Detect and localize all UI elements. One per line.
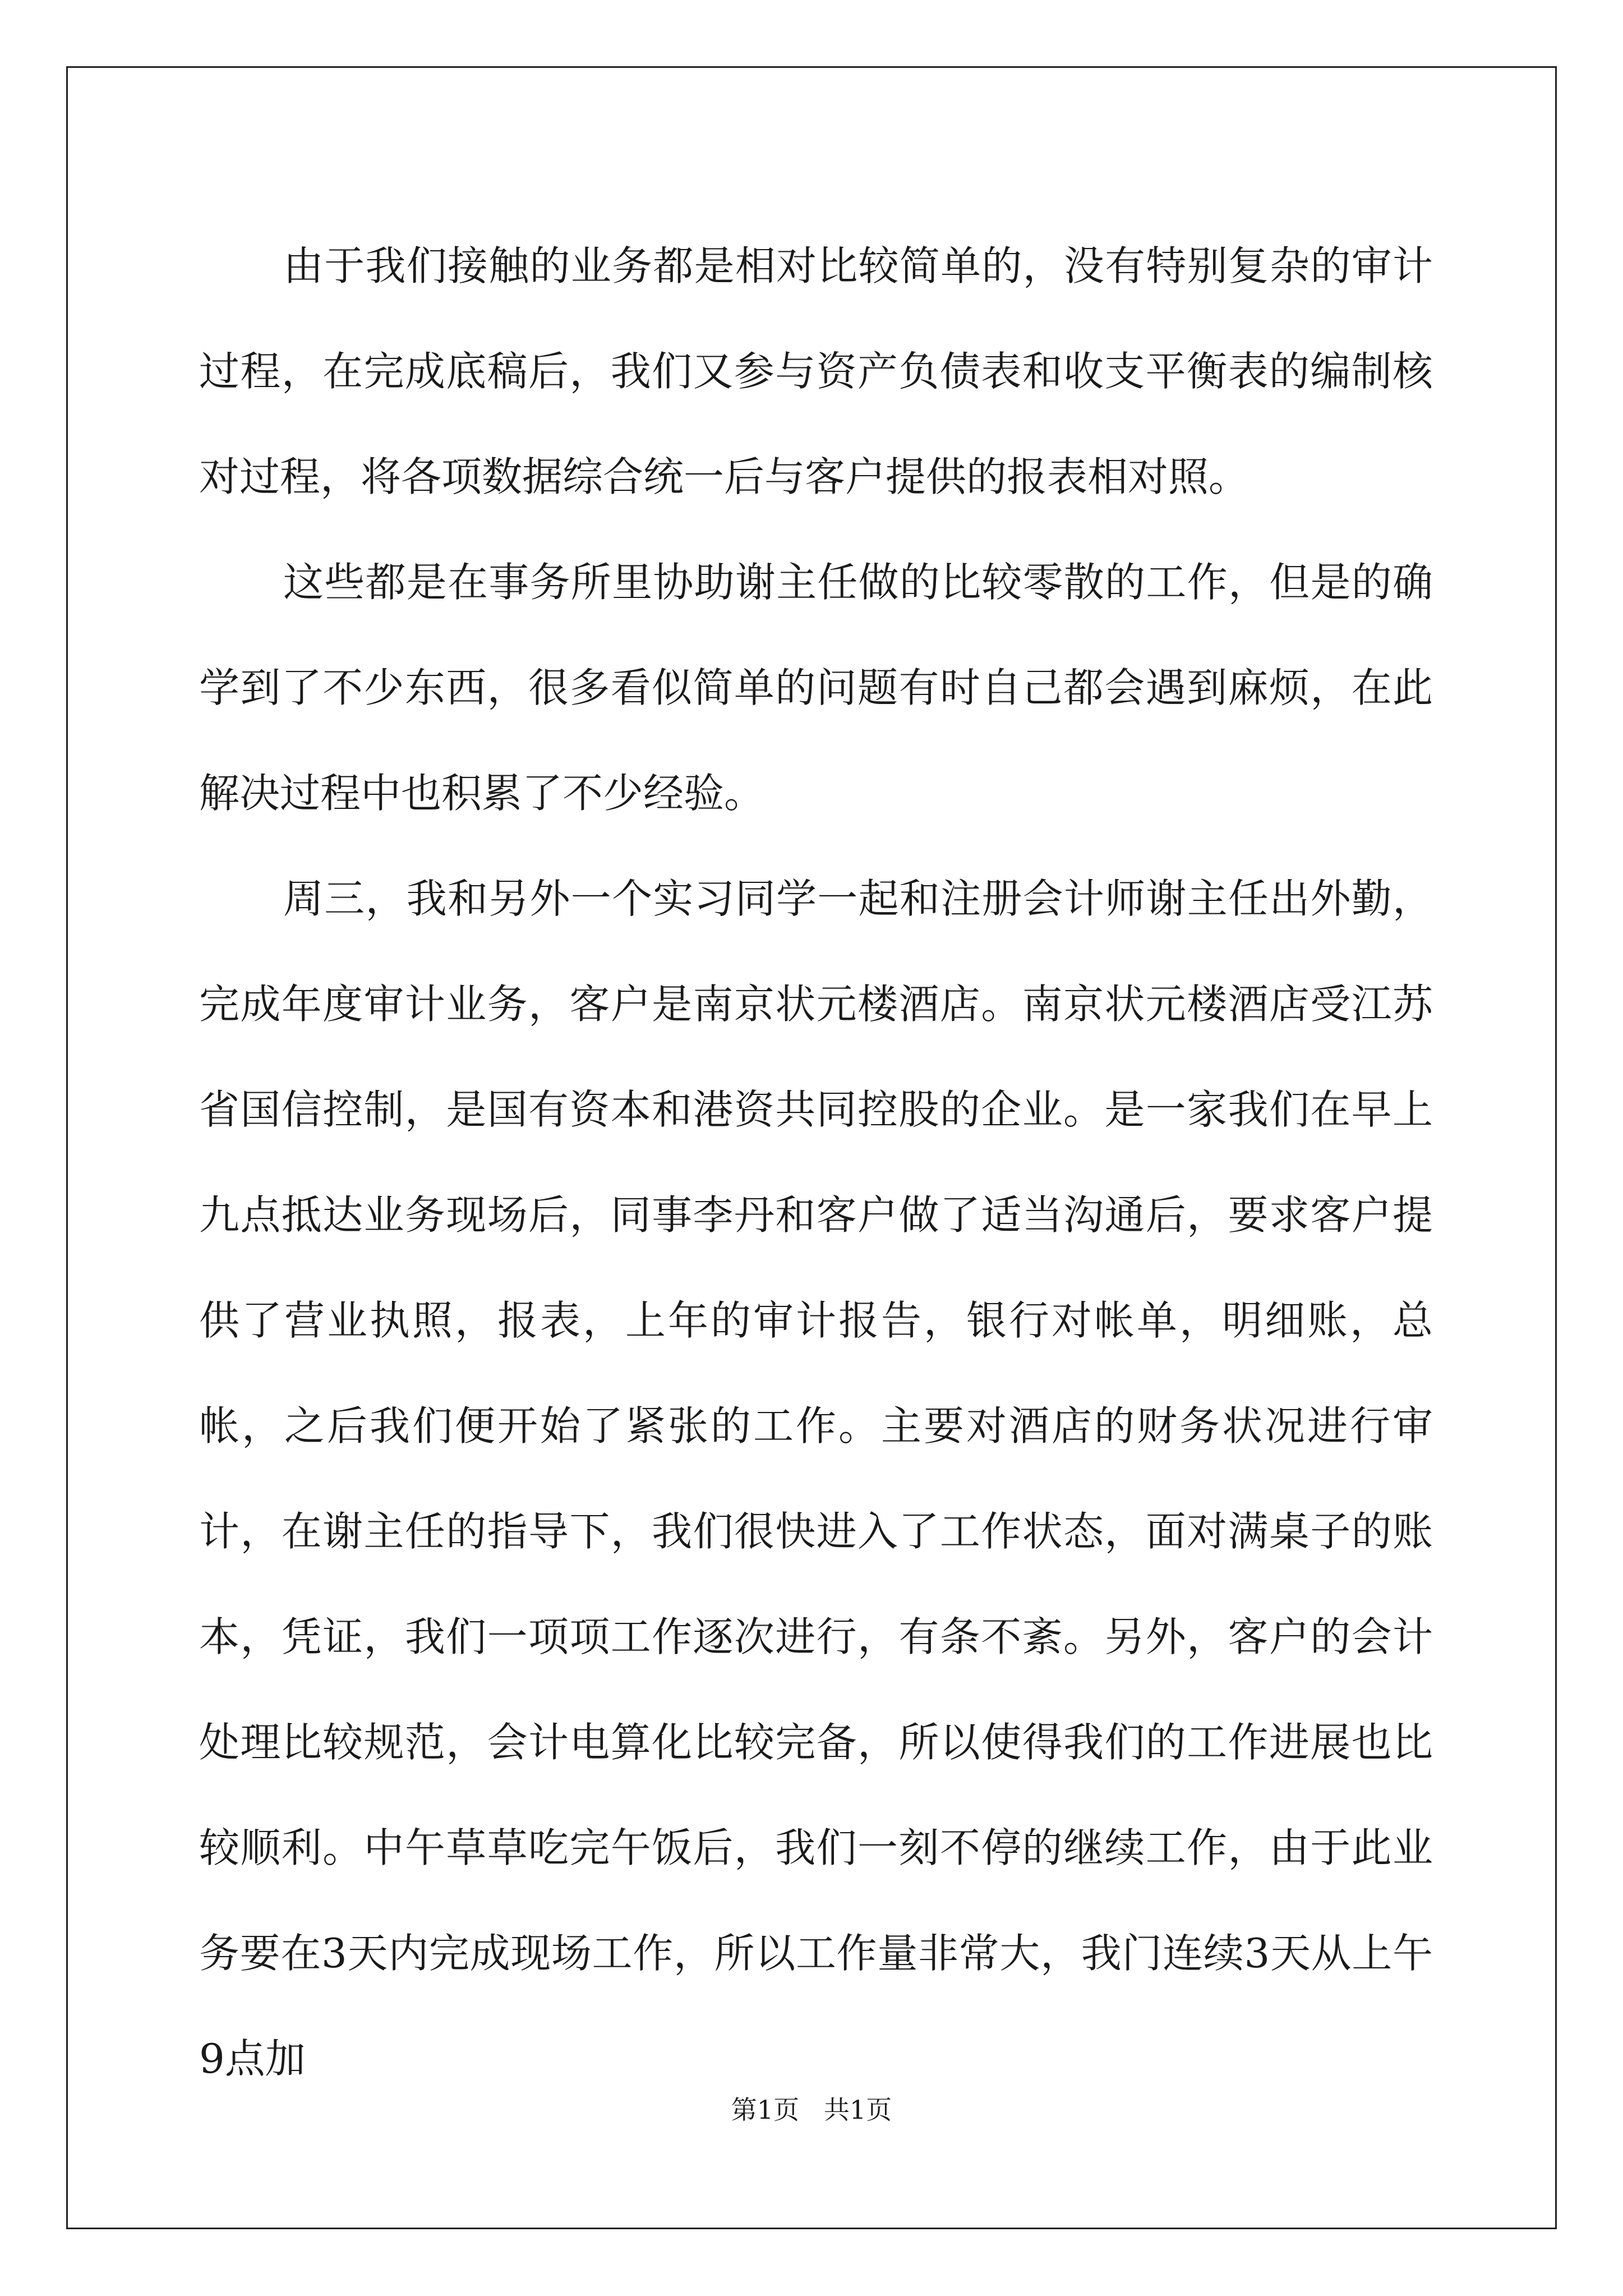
page-number-footer: 第1页 共1页 xyxy=(731,2095,892,2125)
paragraph-1: 由于我们接触的业务都是相对比较简单的，没有特别复杂的审计过程，在完成底稿后，我们又参与资产负债表和收支平衡表的编制核对过程，将各项数据综合统一后与客户提供的报表相对照。 xyxy=(199,242,1433,500)
paragraph-2: 这些都是在事务所里协助谢主任做的比较零散的工作，但是的确学到了不少东西，很多看似简单的问题有时自己都会遇到麻烦，在此解决过程中也积累了不少经验。 xyxy=(199,559,1433,817)
document-body xyxy=(199,213,1433,2111)
paragraph-3: 周三，我和另外一个实习同学一起和注册会计师谢主任出外勤，完成年度审计业务，客户是南京状元楼酒店。南京状元楼酒店受江苏省国信控制，是国有资本和港资共同控股的企业。是一家我们在早上九点抵达业务现场后，同事李丹和客户做了适当沟通后，要求客户提供了营业执照，报表，上年的审计报告，银行对帐单，明细账，总帐，之后我们便开始了紧张的工作。主要对酒店的财务状况进行审计，在谢主任的指导下，我们很快进入了工作状态，面对满桌子的账本，凭证，我们一项项工作逐次进行，有条不紊。另外，客户的会计处理比较规范，会计电算化比较完备，所以使得我们的工作进展也比较顺利。中午草草吃完午饭后，我们一刻不停的继续工作，由于此业务要在3天内完成现场工作，所以工作量非常大，我门连续3天从上午9点加 xyxy=(199,875,1433,2082)
